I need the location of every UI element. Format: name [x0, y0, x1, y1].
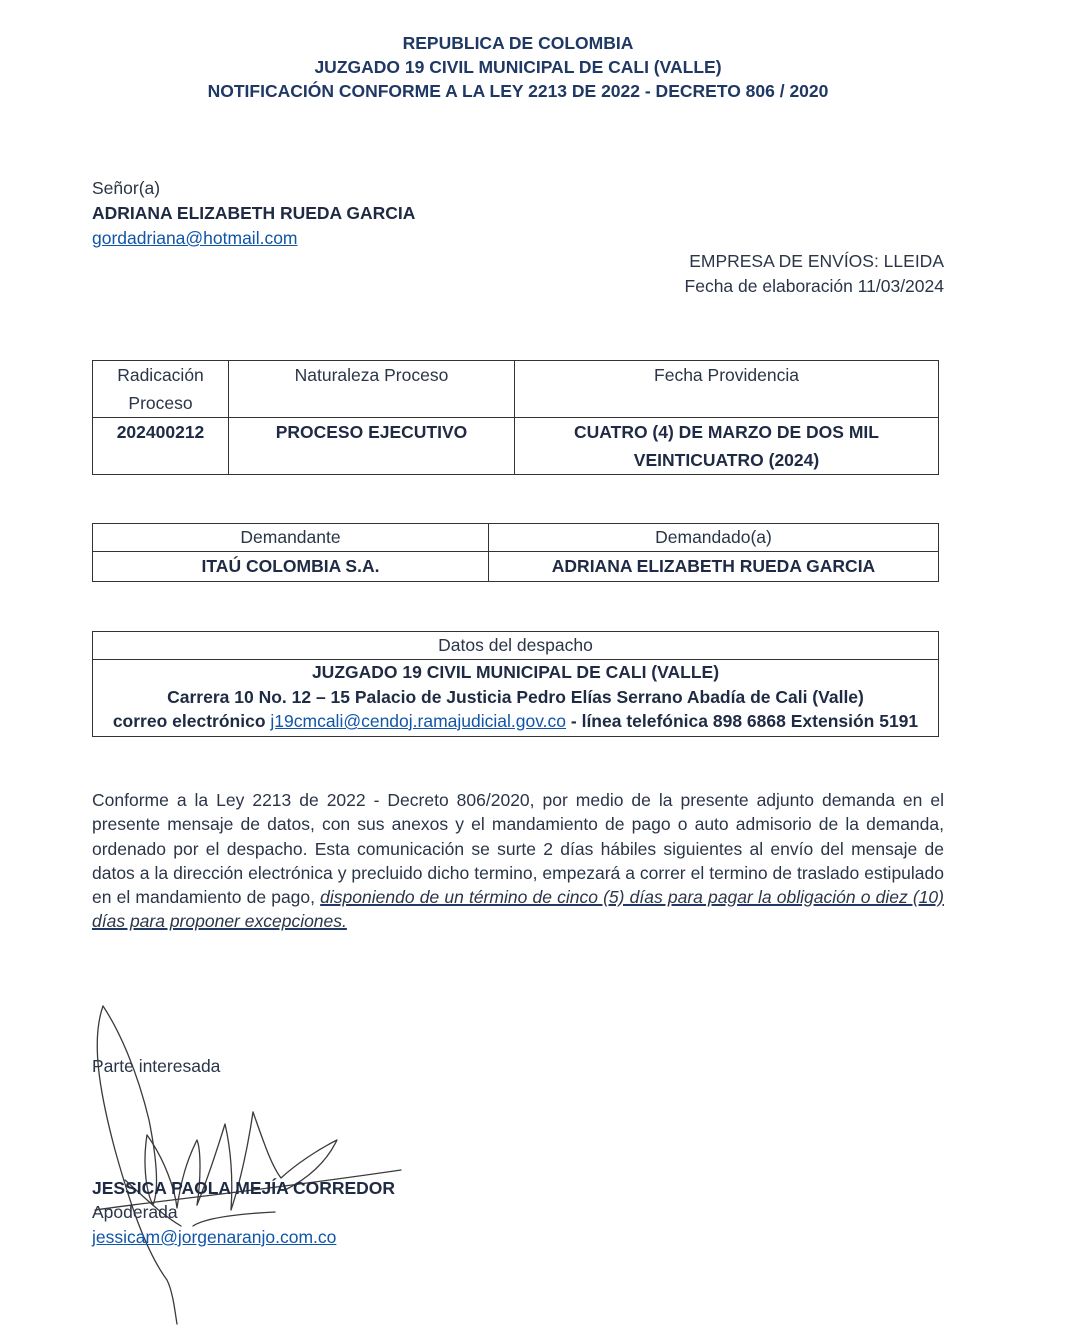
header-fecha-providencia: Fecha Providencia [515, 361, 939, 418]
signer-email-link[interactable]: jessicam@jorgenaranjo.com.co [92, 1227, 337, 1247]
value-naturaleza: PROCESO EJECUTIVO [229, 418, 515, 475]
recipient-salutation: Señor(a) [92, 178, 161, 198]
header-radicacion-line-1: Radicación [117, 365, 204, 385]
value-fecha-providencia [515, 418, 939, 475]
body-text: Conforme a la Ley 2213 de 2022 - Decreto 806/2020, por medio de la presente adjunto demanda en el presente mensaje de datos, con sus anexos y el mandamiento de pago o auto admisorio de la demanda, ordenado por el despacho. Esta comunicación se surte 2 días hábiles siguientes al envío del mensaje de datos a la dirección electrónica y precluido dicho termino, empezará a correr el termino de traslado estipulado en el mandamiento de pago, [92, 790, 944, 908]
office-table [92, 631, 939, 737]
header-line-1: REPUBLICA DE COLOMBIA [402, 33, 634, 53]
header-demandado: Demandado(a) [489, 524, 939, 552]
value-radicacion: 202400212 [93, 418, 229, 475]
elaboration-date: Fecha de elaboración 11/03/2024 [684, 276, 944, 296]
recipient-name: ADRIANA ELIZABETH RUEDA GARCIA [92, 203, 416, 223]
body-emphasis: disponiendo de un término de cinco (5) días para pagar la obligación o diez (10) días para proponer excepciones. [92, 887, 944, 932]
office-address: Carrera 10 No. 12 – 15 Palacio de Justicia Pedro Elías Serrano Abadía de Cali (Valle) [167, 686, 864, 707]
header-radicacion [93, 361, 229, 418]
signer-role: Apoderada [92, 1202, 178, 1222]
office-details [93, 660, 939, 737]
office-phone: - línea telefónica 898 6868 Extensión 5191 [566, 711, 919, 731]
signer-name: JESSICA PAOLA MEJÍA CORREDOR [92, 1178, 396, 1198]
value-demandante: ITAÚ COLOMBIA S.A. [93, 552, 489, 582]
process-table [92, 360, 939, 475]
recipient-email-link[interactable]: gordadriana@hotmail.com [92, 228, 298, 248]
header-line-2: JUZGADO 19 CIVIL MUNICIPAL DE CALI (VALLE) [314, 57, 722, 77]
value-demandado: ADRIANA ELIZABETH RUEDA GARCIA [489, 552, 939, 582]
value-fecha-line-1: CUATRO (4) DE MARZO DE DOS MIL [574, 422, 879, 442]
header-naturaleza: Naturaleza Proceso [229, 361, 515, 418]
handwritten-signature [85, 1000, 425, 1330]
signature-label: Parte interesada [92, 1056, 221, 1076]
header-line-3: NOTIFICACIÓN CONFORME A LA LEY 2213 DE 2022 - DECRETO 806 / 2020 [207, 81, 829, 101]
office-name: JUZGADO 19 CIVIL MUNICIPAL DE CALI (VALLE) [311, 662, 720, 682]
shipping-company: EMPRESA DE ENVÍOS: LLEIDA [689, 251, 944, 271]
header-datos-despacho: Datos del despacho [93, 632, 939, 660]
office-email-link[interactable]: j19cmcali@cendoj.ramajudicial.gov.co [270, 711, 567, 731]
header-demandante: Demandante [93, 524, 489, 552]
value-fecha-line-2: VEINTICUATRO (2024) [633, 450, 820, 470]
parties-table [92, 523, 939, 582]
header-radicacion-line-2: Proceso [128, 393, 193, 413]
notification-body [92, 788, 944, 934]
office-email-label: correo electrónico [112, 711, 271, 731]
